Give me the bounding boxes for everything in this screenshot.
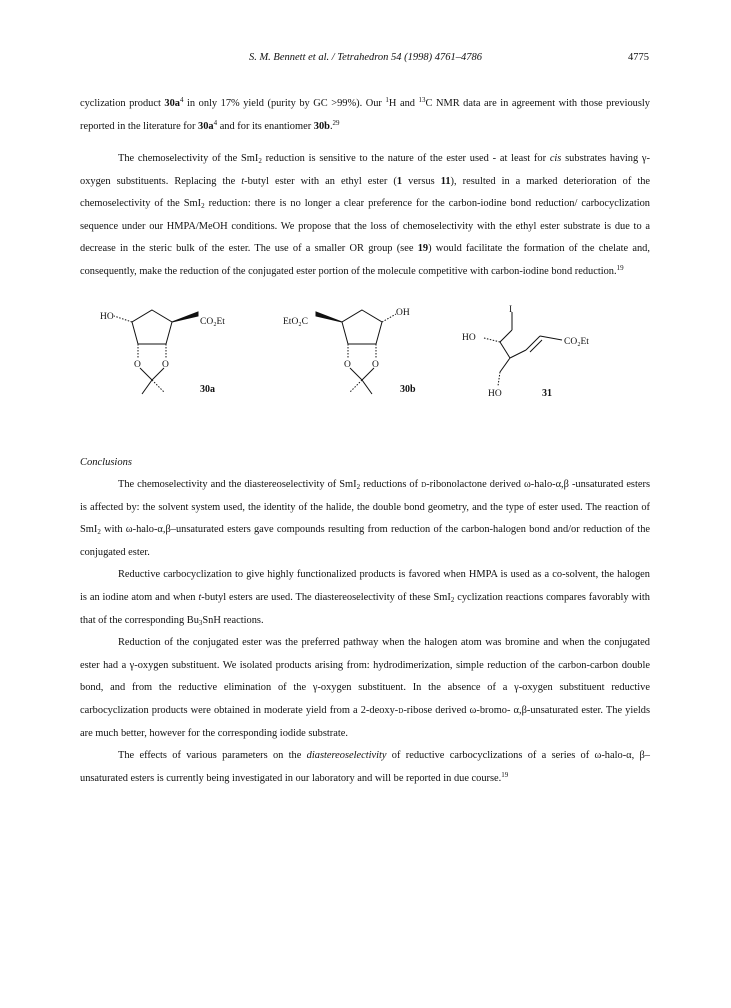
italic-text: diastereoselectivity — [306, 750, 387, 762]
subscript: 2 — [258, 157, 262, 165]
small-caps: d — [398, 704, 404, 716]
text-span: reduction is sensitive to the nature of the ester used - at least for — [261, 153, 550, 164]
text-span: reductions of — [360, 479, 422, 490]
text-span: in only 17% yield (purity by GC >99%). Our — [183, 98, 386, 109]
text-span: -butyl esters are used. The diastereoselectivity of these SmI — [201, 591, 451, 603]
text-span: SnH reactions. — [202, 614, 264, 626]
text-span: -butyl ester with an ethyl ester ( — [244, 175, 397, 187]
wedge-bond — [316, 312, 342, 322]
citation-sup: 19 — [616, 263, 624, 272]
compound-ref: 1 — [396, 175, 403, 187]
atom-label: HO — [462, 333, 476, 343]
compound-label: 30a — [200, 384, 215, 395]
paragraph-continuation — [80, 93, 650, 138]
text-span: C NMR data are in agreement — [425, 98, 556, 109]
structure-svg — [100, 300, 620, 420]
small-caps: d — [421, 479, 427, 490]
atom-label: O — [372, 360, 379, 370]
structure-figure — [100, 300, 620, 420]
hashed-bond — [114, 316, 132, 322]
subscript: 2 — [356, 483, 361, 491]
conclusions-paragraph-1 — [80, 474, 650, 564]
text-span: and for its enantiomer — [217, 120, 314, 132]
atom-label: O — [162, 360, 169, 370]
text-span: cyclization reactions compares favorably with that of the corresponding Bu — [80, 591, 650, 626]
compound-ref: 30b — [313, 120, 330, 132]
italic-text: cis — [549, 153, 562, 164]
running-title: S. M. Bennett et al. / Tetrahedron 54 (1998) 4761–4786 — [248, 52, 483, 63]
italic-text: t — [198, 591, 202, 603]
atom-label: OH — [396, 308, 410, 318]
text-span: substrates having γ-oxygen substituents. Replacing the — [80, 153, 650, 187]
subscript: 2 — [450, 595, 455, 604]
structure-30a — [114, 310, 198, 394]
isotope-sup: 13 — [418, 96, 426, 104]
text-span: -ribose derived ω-bromo- α,β-unsaturated ester. The yields are much better, however for the corresponding iodide substrate. — [80, 704, 650, 739]
text-span: . — [329, 120, 333, 132]
compound-label: 30b — [400, 384, 416, 395]
citation-sup: 29 — [332, 118, 340, 127]
wedge-bond — [172, 312, 198, 322]
page-header — [0, 52, 731, 70]
text-span: -ribonolactone derived ω-halo-α,β -unsaturated esters is affected by: the solvent system used, the identity of the halide, the double bond geometry, and the type of ester used. The reaction of SmI — [80, 479, 650, 536]
compound-ref: 19 — [417, 243, 429, 255]
text-span: Reduction of the conjugated ester was the preferred pathway when the halogen atom was bromine and when the conjugated ester had a γ-oxygen substituent. We isolated products arising from: hydrodimerization, simple reduction of the carbon-carbon double bond, and from the reductive elimination of the γ-oxygen substituent. In the absence of a γ-oxygen substituent reductive carbocyclization products were obtained in moderate yield from a 2-deoxy- — [80, 637, 650, 716]
structure-30b — [316, 310, 396, 394]
section-heading: Conclusions — [80, 457, 132, 468]
text-span: of reductive carbocyclizations of a series of ω-halo-α, β–unsaturated esters is currently being investigated in our laboratory and will be reported in due course. — [80, 750, 650, 784]
structure-31 — [484, 312, 562, 386]
conclusions-body — [80, 474, 650, 790]
page-number: 4775 — [628, 52, 649, 63]
compound-ref: 11 — [440, 175, 451, 187]
atom-label: I — [509, 305, 513, 315]
atom-label: EtO₂C — [283, 317, 308, 327]
text-span: cyclization product — [80, 98, 165, 109]
text-span: The effects of various parameters on the — [118, 750, 307, 762]
text-span: with ω-halo-α,β–unsaturated esters gave compounds resulting from reduction of the carbon-halogen bond and/or reduction of the conjugated ester. — [80, 524, 650, 558]
atom-label: CO₂Et — [200, 317, 225, 327]
italic-text: t — [241, 175, 245, 187]
citation-sup: 19 — [501, 770, 509, 779]
text-span: Reductive carbocyclization to give highly functionalized products is favored when HMPA is used as a co-solvent, the halogen is an iodine atom and when — [80, 569, 650, 603]
isotope-sup: 1 — [385, 96, 389, 104]
text-span: ) would facilitate the formation of the chelate and, consequently, make the reduction of the conjugated ester portion of the molecule competitive with carbon-iodine bond reduction. — [80, 243, 650, 277]
conclusions-paragraph-2 — [80, 564, 650, 632]
conclusions-paragraph-3 — [80, 632, 650, 745]
compound-ref: 30a — [198, 120, 214, 132]
text-span: with those previously reported in the literature for — [80, 98, 650, 132]
compound-label: 31 — [542, 388, 552, 399]
text-span: reduction: there is no longer a clear preference for the carbon-iodine bond reduction/ carbocyclization sequence under our HMPA/MeOH conditions. We propose that the loss of chemoselectivity with the ethyl ester substrate is due to a decrease in the steric bulk of the ester. The use of a smaller OR group (see — [80, 198, 650, 255]
subscript: 2 — [201, 202, 205, 211]
atom-label: HO — [100, 312, 114, 322]
hashed-bond — [382, 314, 396, 322]
atom-label: CO₂Et — [564, 337, 589, 347]
text-span: ), resulted in a marked deterioration of the chemoselectivity of the SmI — [80, 175, 651, 210]
text-span: The chemoselectivity of the SmI — [118, 153, 259, 164]
citation-sup: 4 — [179, 96, 184, 104]
text-span: versus — [402, 175, 441, 187]
compound-ref: 30a — [164, 98, 180, 109]
atom-label: HO — [488, 389, 502, 399]
citation-sup: 4 — [213, 118, 218, 127]
atom-label: O — [134, 360, 141, 370]
atom-label: O — [344, 360, 351, 370]
subscript: 3 — [198, 618, 203, 627]
subscript: 2 — [97, 528, 101, 537]
text-span: H and — [388, 98, 419, 109]
text-span: The chemoselectivity and the diastereoselectivity of SmI — [118, 479, 357, 490]
conclusions-paragraph-4 — [80, 745, 650, 790]
paragraph-chemoselectivity — [80, 148, 650, 284]
